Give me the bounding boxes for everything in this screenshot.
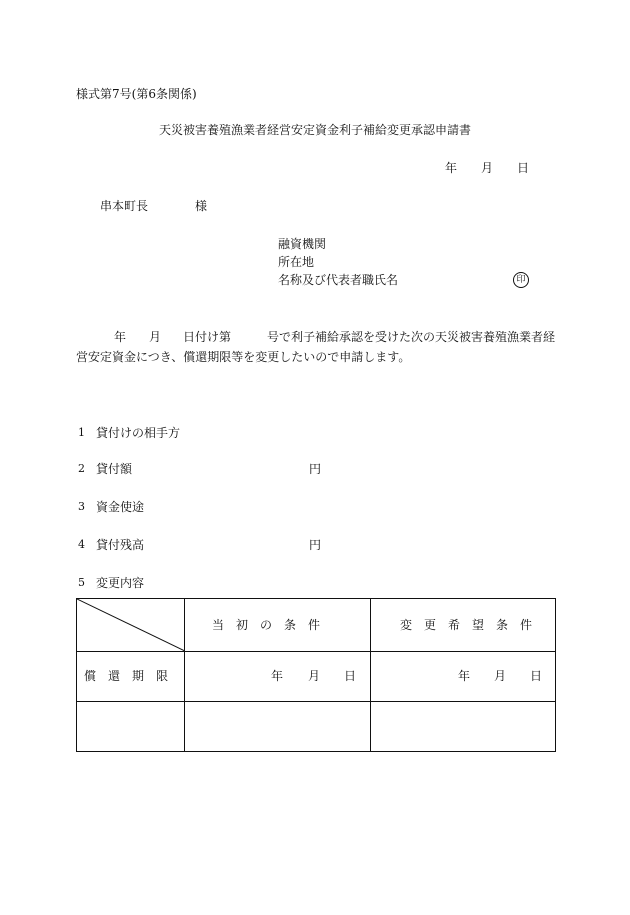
table-divider	[77, 651, 555, 652]
body-month-label: 月	[149, 330, 162, 344]
seal-icon: 印	[513, 272, 529, 288]
body-year-label: 年	[114, 330, 127, 344]
header-diagonal-line	[77, 599, 185, 652]
item-number: 4	[78, 538, 85, 551]
applicant-name-label: 名称及び代表者職氏名	[278, 273, 399, 287]
item-number: 5	[78, 576, 85, 589]
addressee-name: 串本町長	[100, 199, 149, 213]
item-label-borrower: 貸付けの相手方	[96, 426, 181, 440]
body-text-line1: 日付け第 号で利子補給承認を受けた次の天災被害養殖漁業者経	[183, 330, 556, 344]
body-text-line2: 営安定資金につき、償還期限等を変更したいので申請します。	[76, 350, 411, 364]
desired-year-label: 年	[458, 669, 471, 683]
date-day-label: 日	[517, 161, 530, 175]
original-day-label: 日	[344, 669, 357, 683]
applicant-institution-label: 融資機関	[278, 237, 327, 251]
item-number: 2	[78, 462, 85, 475]
date-year-label: 年	[445, 161, 458, 175]
table-divider	[184, 599, 185, 751]
form-number: 様式第7号(第6条関係)	[76, 87, 197, 101]
item-number: 3	[78, 500, 85, 513]
applicant-address-label: 所在地	[278, 255, 315, 269]
col-header-desired-terms: 変 更 希 望 条 件	[400, 618, 533, 632]
desired-month-label: 月	[494, 669, 507, 683]
table-divider	[77, 701, 555, 702]
item-label-change-details: 変更内容	[96, 576, 145, 590]
table-divider	[370, 599, 371, 751]
col-header-original-terms: 当 初 の 条 件	[212, 618, 321, 632]
item-number: 1	[78, 426, 85, 439]
original-year-label: 年	[271, 669, 284, 683]
item-label-fund-use: 資金使途	[96, 500, 145, 514]
addressee-honorific: 様	[195, 199, 208, 213]
item-label-loan-balance: 貸付残高	[96, 538, 145, 552]
date-month-label: 月	[481, 161, 494, 175]
change-details-table	[76, 598, 556, 752]
item-unit-yen: 円	[309, 538, 322, 552]
row-label-repayment-deadline: 償 還 期 限	[84, 669, 169, 683]
item-unit-yen: 円	[309, 462, 322, 476]
original-month-label: 月	[308, 669, 321, 683]
document-title: 天災被害養殖漁業者経営安定資金利子補給変更承認申請書	[158, 123, 471, 137]
item-label-loan-amount: 貸付額	[96, 462, 133, 476]
desired-day-label: 日	[530, 669, 543, 683]
